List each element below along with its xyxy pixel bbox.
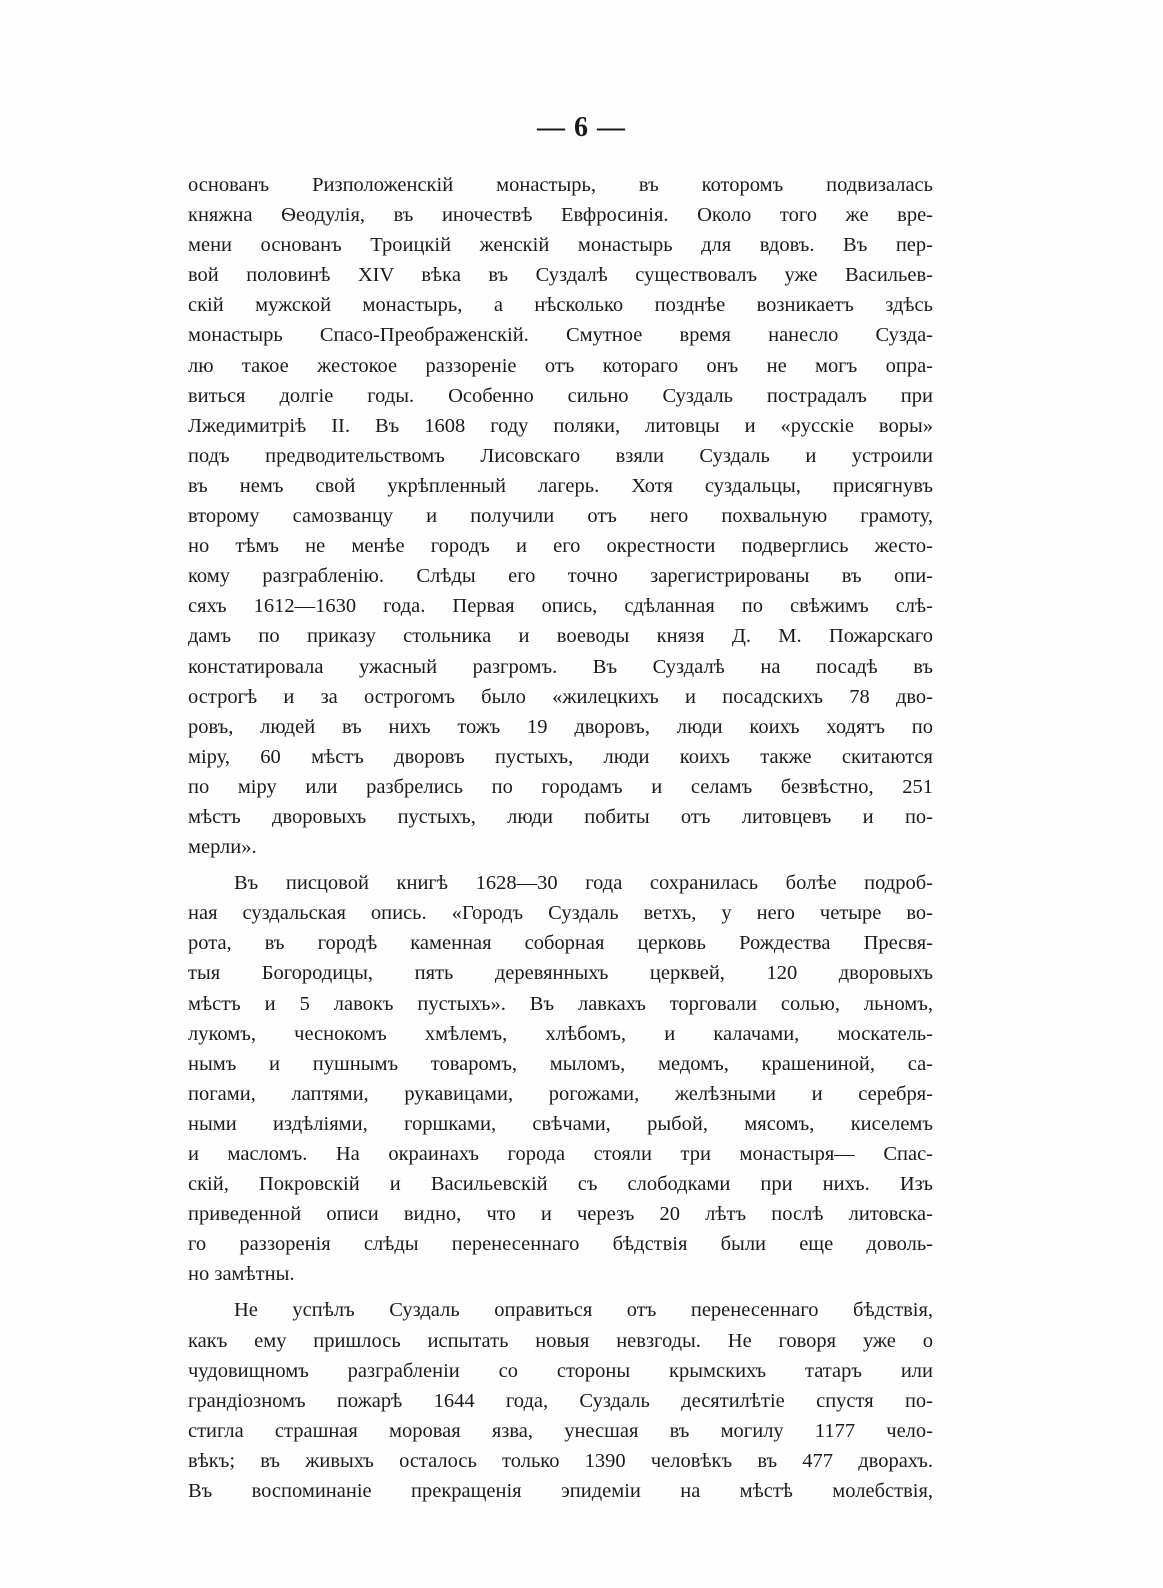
paragraph-3 bbox=[188, 1295, 933, 1506]
text-line: міру, 60 мѣстъ дворовъ пустыхъ, люди коихъ также скитаются bbox=[188, 745, 933, 768]
text-line: Въ воспоминаніе прекращенія эпидеміи на мѣстѣ молебствія, bbox=[188, 1480, 933, 1503]
body-text bbox=[188, 170, 933, 1506]
text-line: вой половинѣ XIV вѣка въ Суздалѣ существовалъ уже Васильев- bbox=[188, 264, 933, 287]
text-line: мени основанъ Троицкій женскій монастырь для вдовъ. Въ пер- bbox=[188, 234, 933, 257]
text-line: погами, лаптями, рукавицами, рогожами, желѣзными и серебря- bbox=[188, 1082, 933, 1105]
page-number: — 6 — bbox=[537, 112, 626, 143]
text-line: мерли». bbox=[188, 836, 257, 859]
text-line: чудовищномъ разграбленіи со стороны крымскихъ татаръ или bbox=[188, 1359, 933, 1382]
text-line: сяхъ 1612—1630 года. Первая опись, сдѣланная по свѣжимъ слѣ- bbox=[188, 595, 933, 618]
text-line: но замѣтны. bbox=[188, 1263, 295, 1286]
text-line: кому разграбленію. Слѣды его точно зарегистрированы въ опи- bbox=[188, 565, 933, 588]
text-line: рота, въ городѣ каменная соборная церковь Рождества Пресвя- bbox=[188, 932, 933, 955]
text-line: какъ ему пришлось испытать новыя невзгоды. Не говоря уже о bbox=[188, 1329, 933, 1352]
text-line: подъ предводительствомъ Лисовскаго взяли Суздаль и устроили bbox=[188, 444, 933, 467]
text-line: приведенной описи видно, что и черезъ 20 лѣтъ послѣ литовска- bbox=[188, 1203, 933, 1226]
text-line: лю такое жестокое раззореніе отъ котораго онъ не могъ опра- bbox=[188, 354, 933, 377]
text-line: го раззоренія слѣды перенесеннаго бѣдствія были еще доволь- bbox=[188, 1233, 933, 1256]
text-line: монастырь Спасо-Преображенскій. Смутное время нанесло Сузда- bbox=[188, 324, 933, 347]
text-line: острогѣ и за острогомъ было «жилецкихъ и посадскихъ 78 дво- bbox=[188, 685, 933, 708]
text-line: Не успѣлъ Суздаль оправиться отъ перенесеннаго бѣдствія, bbox=[234, 1299, 933, 1322]
text-line: Въ писцовой книгѣ 1628—30 года сохранилась болѣе подроб- bbox=[234, 872, 933, 895]
text-line: но тѣмъ не менѣе городъ и его окрестности подверглись жесто- bbox=[188, 535, 933, 558]
text-line: Лжедимитріѣ II. Въ 1608 году поляки, литовцы и «русскіе воры» bbox=[188, 414, 933, 437]
text-line: скій мужской монастырь, а нѣсколько позднѣе возникаетъ здѣсь bbox=[188, 294, 933, 317]
text-line: основанъ Ризположенскій монастырь, въ которомъ подвизалась bbox=[188, 174, 933, 196]
text-line: скій, Покровскій и Васильевскій съ слободками при нихъ. Изъ bbox=[188, 1173, 933, 1196]
paragraph-1 bbox=[188, 170, 933, 862]
text-line: ными издѣліями, горшками, свѣчами, рыбой, мясомъ, киселемъ bbox=[188, 1112, 933, 1135]
text-line: стигла страшная моровая язва, унесшая въ могилу 1177 чело- bbox=[188, 1419, 933, 1442]
text-line: вѣкъ; въ живыхъ осталось только 1390 человѣкъ въ 477 дворахъ. bbox=[188, 1449, 933, 1472]
text-line: второму самозванцу и получили отъ него похвальную грамоту, bbox=[188, 505, 933, 528]
text-line: лукомъ, чеснокомъ хмѣлемъ, хлѣбомъ, и калачами, москатель- bbox=[188, 1022, 933, 1045]
text-line: грандіозномъ пожарѣ 1644 года, Суздаль десятилѣтіе спустя по- bbox=[188, 1389, 933, 1412]
text-line: нымъ и пушнымъ товаромъ, мыломъ, медомъ, крашениной, са- bbox=[188, 1052, 933, 1075]
text-line: въ немъ свой укрѣпленный лагерь. Хотя суздальцы, присягнувъ bbox=[188, 474, 933, 497]
text-line: ная суздальская опись. «Городъ Суздаль ветхъ, у него четыре во- bbox=[188, 902, 933, 925]
text-line: ровъ, людей въ нихъ тожъ 19 дворовъ, люди коихъ ходятъ по bbox=[188, 715, 933, 738]
text-line: княжна Ѳеодулія, въ иночествѣ Евфросинія. Около того же вре- bbox=[188, 204, 933, 227]
paragraph-2 bbox=[188, 868, 933, 1289]
text-line: по міру или разбрелись по городамъ и селамъ безвѣстно, 251 bbox=[188, 775, 933, 798]
text-line: и масломъ. На окраинахъ города стояли три монастыря— Спас- bbox=[188, 1143, 933, 1165]
text-line: мѣстъ и 5 лавокъ пустыхъ». Въ лавкахъ торговали солью, льномъ, bbox=[188, 992, 933, 1015]
text-line: мѣстъ дворовыхъ пустыхъ, люди побиты отъ литовцевъ и по- bbox=[188, 805, 933, 828]
text-line: виться долгіе годы. Особенно сильно Суздаль пострадалъ при bbox=[188, 384, 933, 407]
text-line: тыя Богородицы, пять деревянныхъ церквей, 120 дворовыхъ bbox=[188, 962, 933, 985]
text-line: дамъ по приказу стольника и воеводы князя Д. М. Пожарскаго bbox=[188, 625, 933, 648]
text-line: констатировала ужасный разгромъ. Въ Суздалѣ на посадѣ въ bbox=[188, 655, 933, 678]
